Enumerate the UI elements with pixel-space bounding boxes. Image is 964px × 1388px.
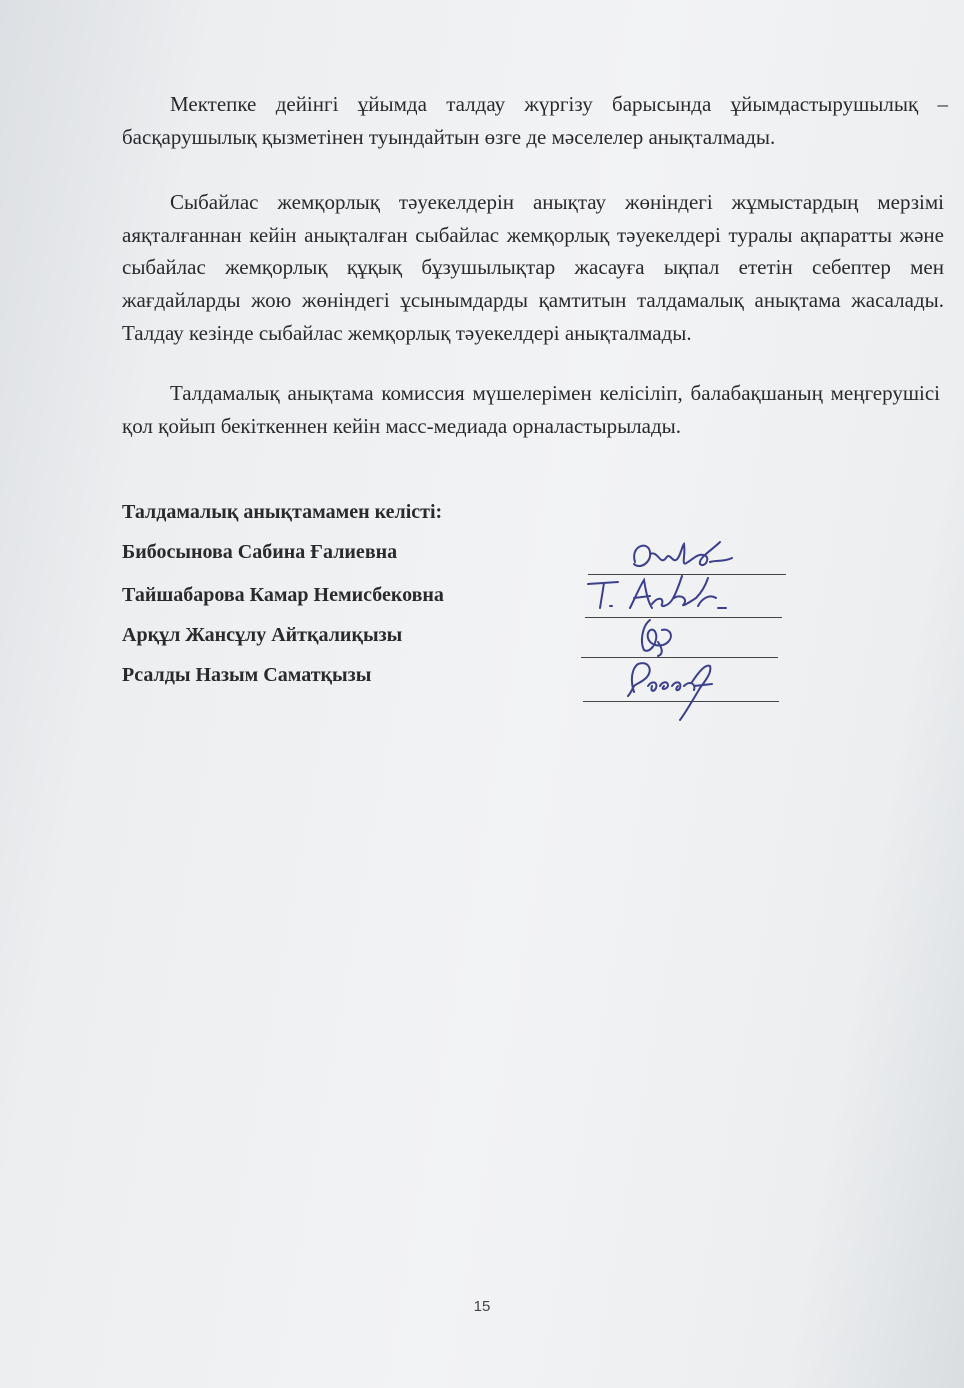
signer-name: Бибосынова Сабина Ғалиевна [122, 541, 398, 563]
signatures-heading: Талдамалық анықтамамен келісті: [122, 501, 443, 523]
signer-name: Арқұл Жансұлу Айтқалиқызы [122, 624, 403, 646]
page-number: 15 [473, 1298, 491, 1315]
signature-image [578, 568, 738, 618]
signature-image [620, 656, 730, 726]
paragraph-1: Мектепке дейінгі ұйымда талдау жүргізу барысында ұйымдастырушылық – басқарушылық қызметінен туындайтын өзге де мәселелер анықталмады. [122, 92, 948, 149]
paragraph-2: Сыбайлас жемқорлық тәуекелдерін анықтау жөніндегі жұмыстардың мерзімі аяқталғаннан кейін анықталған сыбайлас жемқорлық тәуекелдері туралы ақпаратты және сыбайлас жемқорлық құқық бұзушылықтар жасауға ықпал ететін себептер мен жағдайларды жою жөніндегі ұсынымдарды қамтитын талдамалық анықтама жасалады. Талдау кезінде сыбайлас жемқорлық тәуекелдері анықталмады. [122, 190, 944, 345]
signer-name: Тайшабарова Камар Немисбековна [122, 584, 444, 606]
signer-name: Рсалды Назым Саматқызы [122, 664, 372, 686]
signature-image [628, 612, 688, 662]
paragraph-3: Талдамалық анықтама комиссия мүшелерімен келісіліп, балабақшаның меңгерушісі қол қойып бекіткеннен кейін масс-медиада орналастырылады. [122, 381, 940, 438]
